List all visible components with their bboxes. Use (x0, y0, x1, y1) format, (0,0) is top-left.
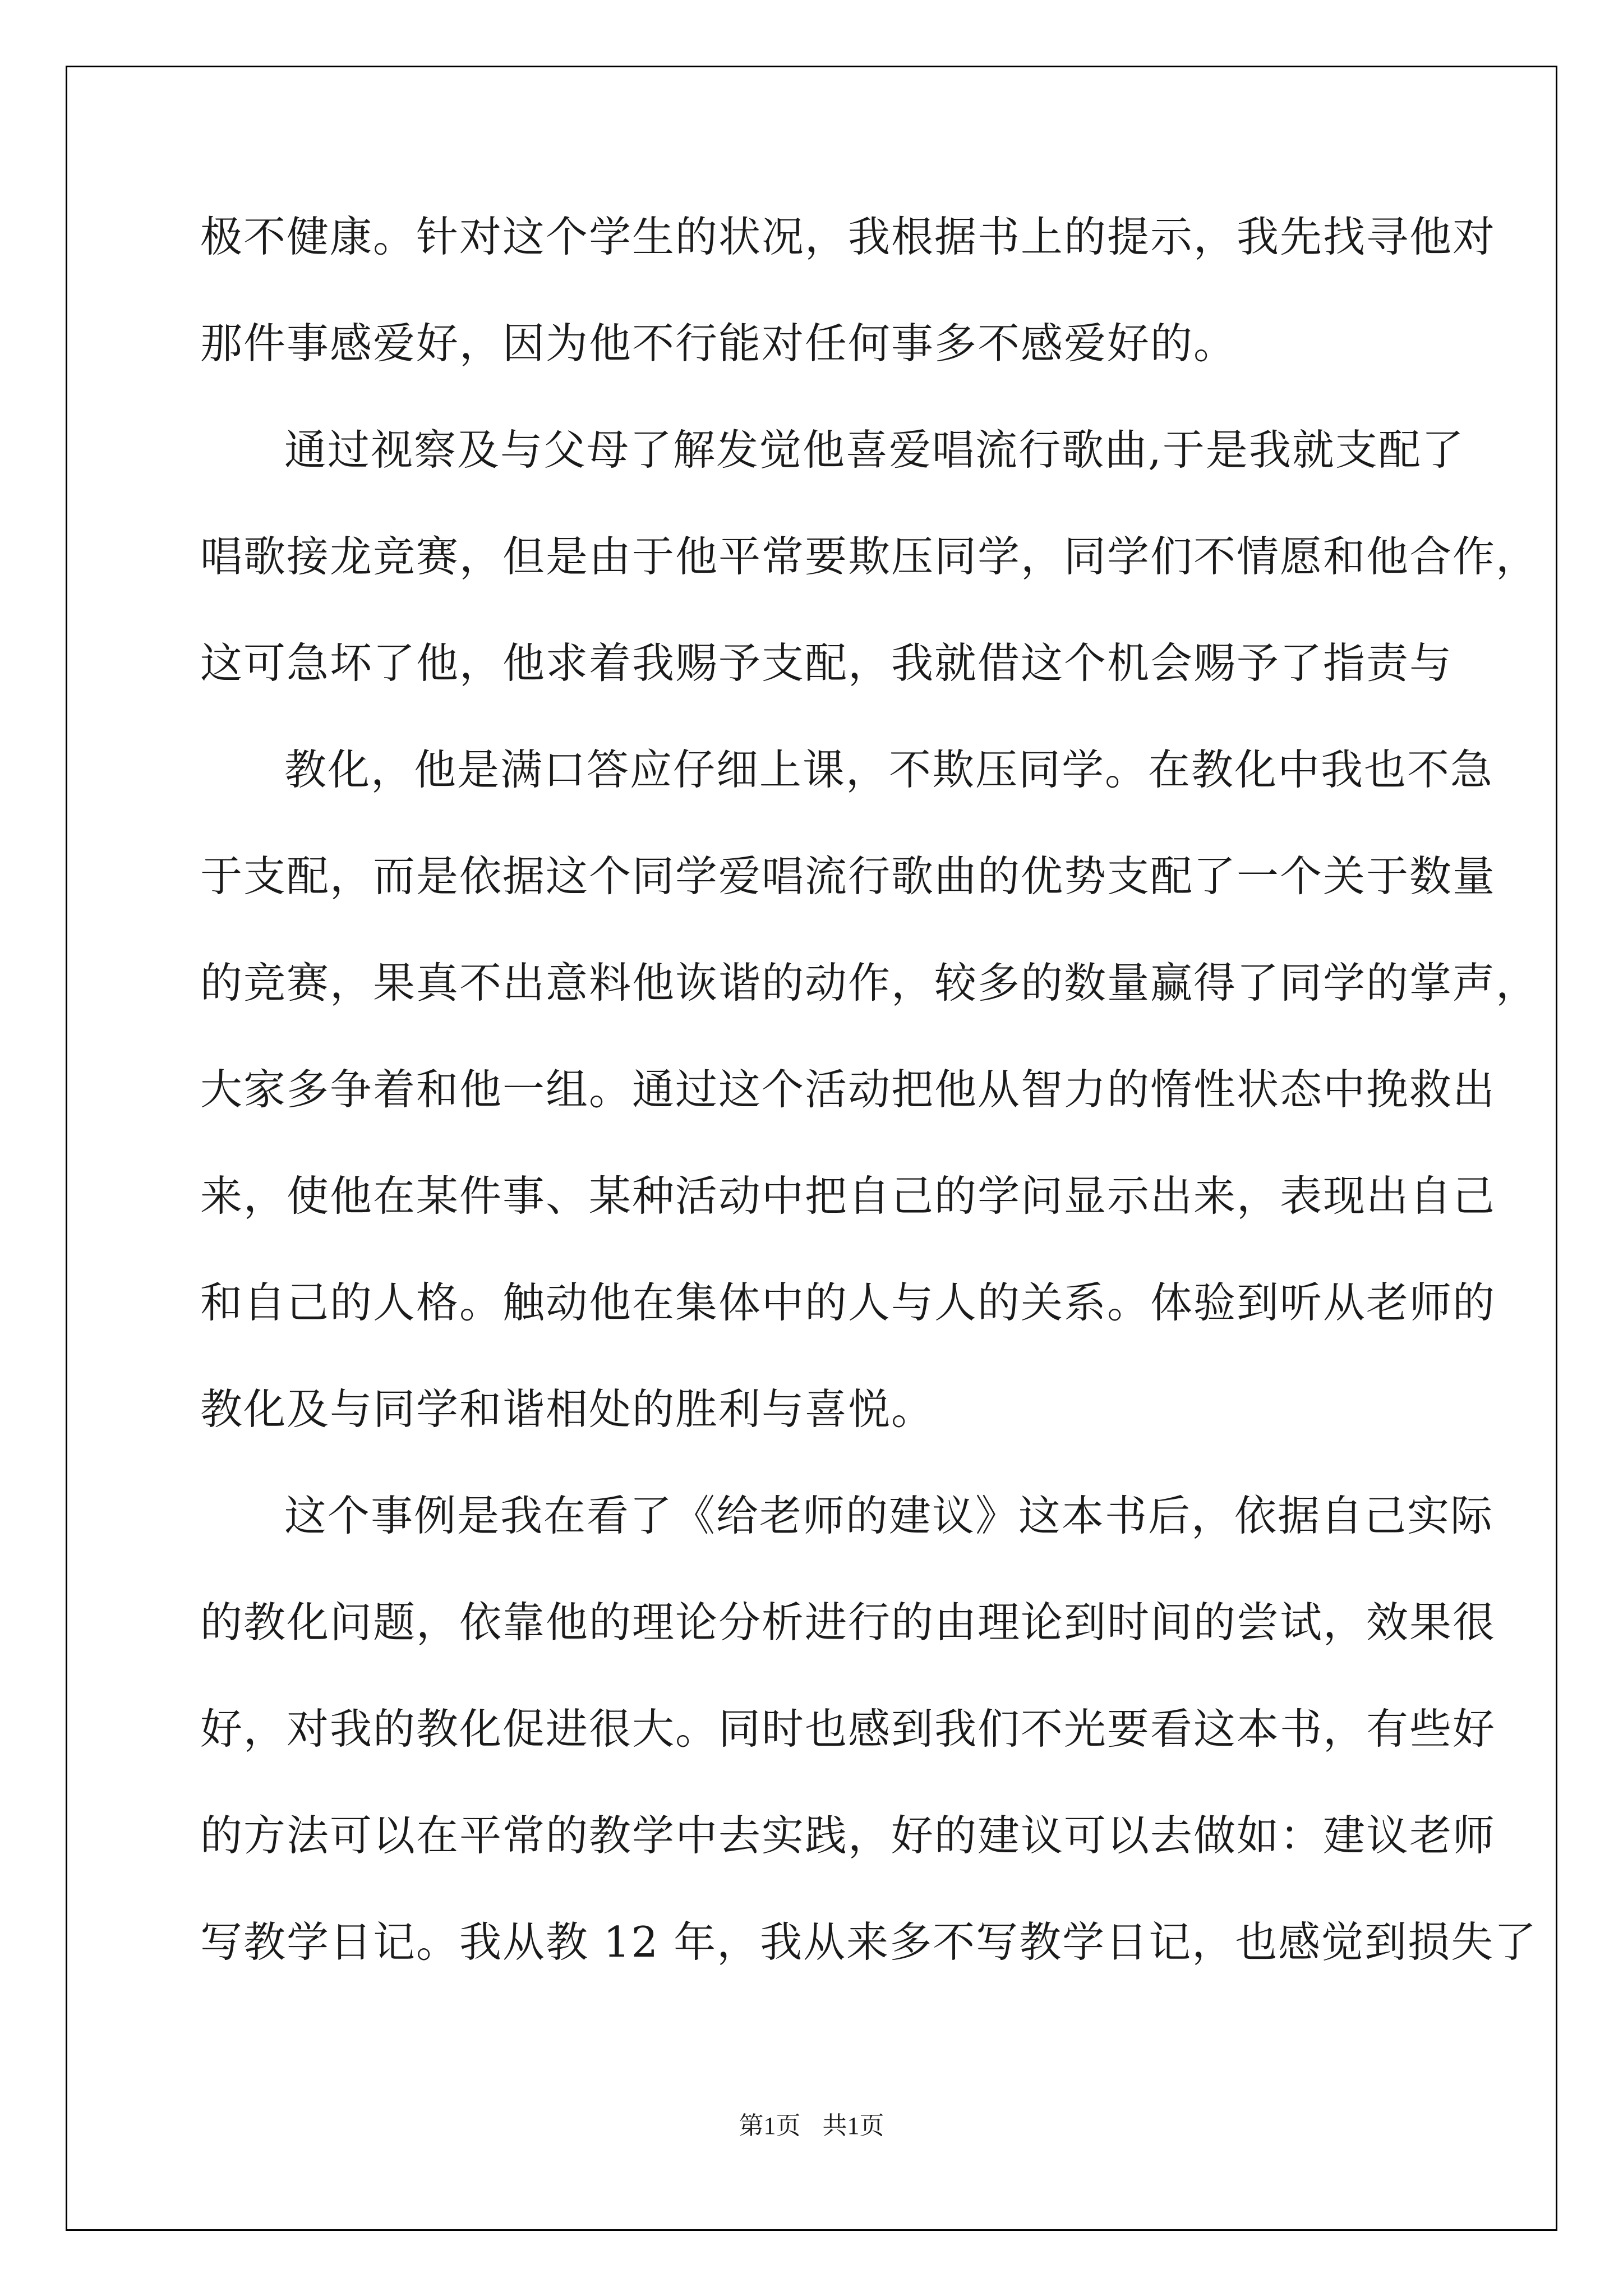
text-line: 好，对我的教化促进很大。同时也感到我们不光要看这本书，有些好 (200, 1704, 1496, 1754)
page-border (66, 66, 1557, 2231)
text-line: 那件事感爱好，因为他不行能对任何事多不感爱好的。 (200, 319, 1237, 368)
text-line: 教化，他是满口答应仔细上课，不欺压同学。在教化中我也不急 (284, 745, 1494, 794)
text-line: 写教学日记。我从教 12 年，我从来多不写教学日记，也感觉到损失了 (200, 1917, 1538, 1967)
text-line: 通过视察及与父母了解发觉他喜爱唱流行歌曲,于是我就支配了 (284, 425, 1465, 475)
text-line: 教化及与同学和谐相处的胜利与喜悦。 (200, 1384, 935, 1434)
text-line: 这可急坏了他，他求着我赐予支配，我就借这个机会赐予了指责与 (200, 638, 1453, 688)
text-line: 于支配，而是依据这个同学爱唱流行歌曲的优势支配了一个关于数量 (200, 852, 1496, 901)
text-line: 极不健康。针对这个学生的状况，我根据书上的提示，我先找寻他对 (200, 212, 1496, 261)
text-line: 的教化问题，依靠他的理论分析进行的由理论到时间的尝试，效果很 (200, 1598, 1496, 1647)
text-line: 的方法可以在平常的教学中去实践，好的建议可以去做如：建议老师 (200, 1811, 1496, 1860)
page-total: 共1页 (822, 2112, 884, 2139)
text-line: 唱歌接龙竞赛，但是由于他平常要欺压同学，同学们不情愿和他合作， (200, 532, 1539, 581)
text-line: 这个事例是我在看了《给老师的建议》这本书后，依据自己实际 (284, 1491, 1494, 1540)
text-line: 来，使他在某件事、某种活动中把自己的学问显示出来，表现出自己 (200, 1171, 1496, 1221)
page-number: 第1页 (739, 2112, 801, 2139)
text-line: 的竞赛，果真不出意料他诙谐的动作，较多的数量赢得了同学的掌声， (200, 958, 1539, 1007)
text-line: 大家多争着和他一组。通过这个活动把他从智力的惰性状态中挽救出 (200, 1065, 1496, 1114)
page-footer (0, 2109, 1623, 2143)
text-line: 和自己的人格。触动他在集体中的人与人的关系。体验到听从老师的 (200, 1278, 1496, 1327)
